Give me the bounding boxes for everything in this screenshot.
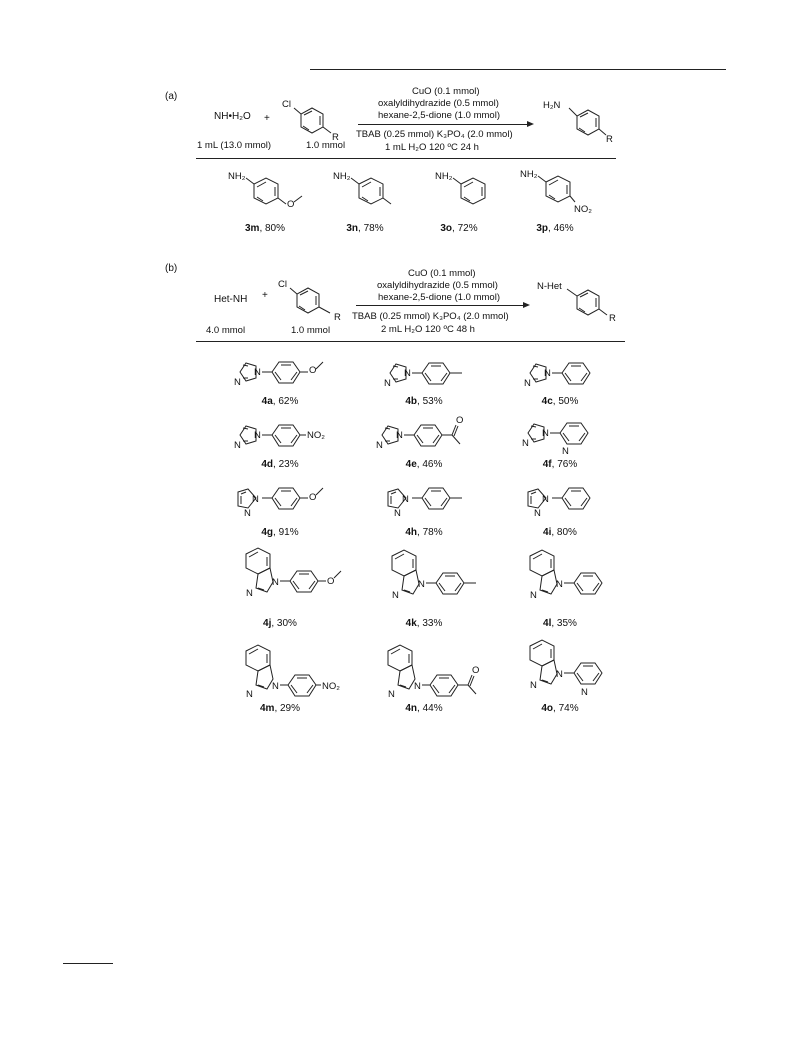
panel-a-product-aniline [543, 96, 613, 156]
svg-text:N: N [402, 494, 409, 505]
panel-b-tag: (b) [165, 263, 178, 274]
svg-text:N: N [534, 508, 541, 519]
product-4j-structure [234, 548, 354, 608]
panel-a-cond-top1: CuO (0.1 mmol) [412, 86, 480, 97]
product-label: 3p, 46% [536, 223, 574, 234]
product-label: 4d, 23% [261, 459, 299, 470]
panel-b-reagent2-amount: 1.0 mmol [291, 325, 331, 336]
panel-b-cond-bot1: TBAB (0.25 mmol) K₃PO₄ (2.0 mmol) [352, 311, 509, 322]
product-label: 3n, 78% [346, 223, 384, 234]
svg-text:N: N [556, 579, 563, 590]
svg-text:N: N [522, 438, 529, 449]
panel-b-reagent1-amount: 4.0 mmol [206, 325, 246, 336]
svg-text:N: N [581, 687, 588, 698]
svg-text:R: R [332, 132, 339, 143]
svg-text:N: N [234, 440, 241, 451]
svg-text:R: R [334, 312, 341, 323]
product-label: 4h, 78% [405, 527, 443, 538]
panel-b-cond-top3: hexane-2,5-dione (1.0 mmol) [378, 292, 500, 303]
svg-text:NO₂: NO₂ [307, 430, 325, 441]
product-4f-structure [522, 418, 602, 463]
panel-b-product-aryl [537, 276, 627, 336]
product-4a-structure [234, 357, 344, 397]
product-label: 4k, 33% [405, 618, 443, 629]
svg-text:N: N [418, 579, 425, 590]
svg-text:R: R [606, 134, 613, 145]
svg-text:N: N [524, 378, 531, 389]
svg-text:N: N [384, 378, 391, 389]
svg-text:O: O [472, 665, 480, 676]
product-4b-structure [384, 358, 484, 398]
product-4o-structure [518, 640, 618, 700]
panel-a-arrowhead [527, 121, 534, 127]
svg-text:N: N [254, 367, 261, 378]
product-4i-structure [522, 484, 602, 524]
panel-a-tag: (a) [165, 91, 178, 102]
svg-text:N: N [388, 689, 395, 700]
svg-text:N: N [542, 428, 549, 439]
product-4e-structure [376, 414, 476, 459]
svg-text:O: O [327, 576, 335, 587]
panel-b-cond-bot2: 2 mL H₂O 120 ºC 48 h [381, 324, 475, 335]
svg-text:O: O [456, 415, 464, 426]
panel-a-cond-top3: hexane-2,5-dione (1.0 mmol) [378, 110, 500, 121]
product-4n-structure [376, 645, 496, 705]
panel-b-arrowhead [523, 302, 530, 308]
panel-a-reaction-arrow [358, 124, 528, 125]
panel-a-reagent1-amount: 1 mL (13.0 mmol) [197, 140, 272, 151]
svg-text:O: O [309, 365, 317, 376]
svg-text:N: N [530, 680, 537, 691]
svg-text:N: N [234, 377, 241, 388]
product-label: 4m, 29% [259, 703, 301, 714]
panel-a-cond-bot2: 1 mL H₂O 120 ºC 24 h [385, 142, 479, 153]
svg-text:N: N [404, 368, 411, 379]
panel-a-reagent1: NH•H₂O [214, 111, 251, 122]
panel-a-divider [196, 158, 616, 159]
panel-a-reagent2-amount: 1.0 mmol [306, 140, 346, 151]
product-4c-structure [524, 358, 604, 398]
product-3o-structure [435, 170, 495, 215]
product-label: 4c, 50% [541, 396, 579, 407]
product-label: 4f, 76% [542, 459, 578, 470]
svg-text:N: N [396, 430, 403, 441]
svg-text:N: N [246, 689, 253, 700]
svg-text:O: O [309, 492, 317, 503]
panel-b-reagent1: Het-NH [214, 294, 248, 305]
svg-text:H₂N: H₂N [543, 100, 561, 111]
svg-text:N: N [530, 590, 537, 601]
svg-text:R: R [609, 313, 616, 324]
header-rule [310, 69, 726, 70]
svg-text:N: N [376, 440, 383, 451]
panel-b-plus: + [262, 290, 268, 301]
svg-text:N: N [556, 669, 563, 680]
svg-text:N: N [272, 681, 279, 692]
svg-text:N: N [392, 590, 399, 601]
svg-text:N-Het: N-Het [537, 281, 562, 292]
product-label: 3m, 80% [244, 223, 286, 234]
footnote-rule [63, 963, 113, 964]
product-3p-structure [520, 168, 600, 218]
product-label: 4a, 62% [261, 396, 299, 407]
svg-text:N: N [562, 446, 569, 457]
panel-b-cond-top1: CuO (0.1 mmol) [408, 268, 476, 279]
svg-text:Cl: Cl [278, 279, 287, 290]
product-3m-structure [228, 170, 308, 215]
panel-a-cond-bot1: TBAB (0.25 mmol) K₃PO₄ (2.0 mmol) [356, 129, 513, 140]
panel-a-cond-top2: oxalyldihydrazide (0.5 mmol) [378, 98, 499, 109]
svg-text:N: N [252, 494, 259, 505]
svg-text:NH₂: NH₂ [228, 171, 246, 182]
svg-text:N: N [244, 508, 251, 519]
panel-a-plus: + [264, 113, 270, 124]
svg-text:NO₂: NO₂ [574, 204, 592, 215]
svg-text:N: N [246, 588, 253, 599]
panel-b-cond-top2: oxalyldihydrazide (0.5 mmol) [377, 280, 498, 291]
panel-b-divider [196, 341, 625, 342]
product-label: 4g, 91% [261, 527, 299, 538]
svg-text:N: N [542, 494, 549, 505]
product-label: 4b, 53% [405, 396, 443, 407]
svg-text:NO₂: NO₂ [322, 681, 340, 692]
product-3n-structure [333, 170, 403, 215]
svg-text:N: N [544, 368, 551, 379]
svg-text:NH₂: NH₂ [333, 171, 351, 182]
product-label: 3o, 72% [440, 223, 478, 234]
svg-text:N: N [254, 430, 261, 441]
svg-text:O: O [287, 199, 295, 210]
product-4g-structure [232, 484, 342, 524]
product-4m-structure [234, 645, 354, 705]
svg-text:NH₂: NH₂ [520, 169, 538, 180]
svg-text:NH₂: NH₂ [435, 171, 453, 182]
product-4l-structure [518, 550, 618, 610]
product-label: 4j, 30% [263, 618, 297, 629]
svg-text:N: N [272, 577, 279, 588]
product-4h-structure [382, 484, 482, 524]
svg-text:Cl: Cl [282, 99, 291, 110]
product-label: 4i, 80% [543, 527, 577, 538]
product-label: 4n, 44% [405, 703, 443, 714]
product-4d-structure [234, 420, 354, 460]
panel-b-reaction-arrow [356, 305, 524, 306]
svg-text:N: N [414, 681, 421, 692]
product-label: 4l, 35% [543, 618, 577, 629]
product-label: 4e, 46% [405, 459, 443, 470]
product-4k-structure [380, 550, 490, 610]
svg-text:N: N [394, 508, 401, 519]
product-label: 4o, 74% [541, 703, 579, 714]
